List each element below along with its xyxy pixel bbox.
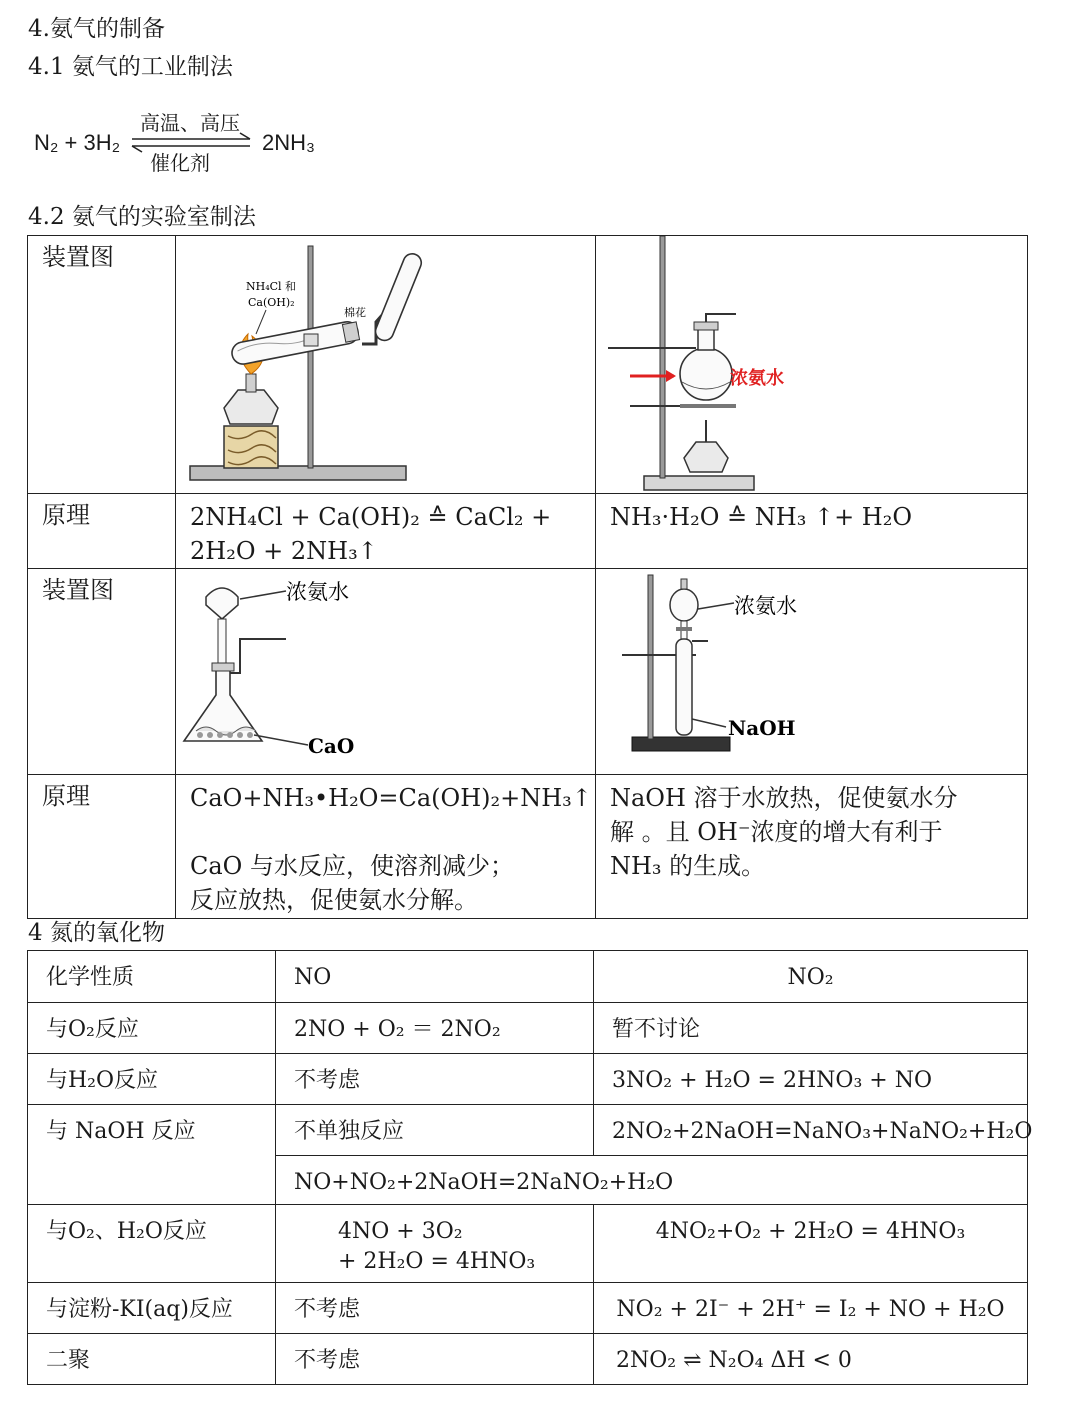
figure-cell-heated-ammonia (596, 236, 1028, 494)
naoh-tube-apparatus-icon (596, 569, 1026, 773)
heading-lab: 4.2 氨气的实验室制法 (28, 204, 256, 230)
principle-naoh-line3: NH₃ 的生成。 (610, 852, 766, 880)
no2-cell: NO₂ + 2I⁻ + 2H⁺ = I₂ + NO + H₂O (594, 1283, 1028, 1334)
no-cell: 不考虑 (276, 1334, 594, 1385)
no2-cell: 暂不讨论 (594, 1003, 1028, 1054)
row-label-principle-1: 原理 (28, 494, 176, 569)
row-label: 与O₂、H₂O反应 (28, 1205, 276, 1283)
table-row (28, 1054, 1028, 1105)
figure-cell-cao (176, 569, 596, 775)
table-row (28, 1105, 1028, 1156)
fig1-label-reagent-b: Ca(OH)₂ (248, 296, 295, 309)
no2-cell: 2NO₂+2NaOH=NaNO₃+NaNO₂+H₂O (594, 1105, 1028, 1156)
principle-solid-heating (176, 494, 596, 569)
principle-naoh-line2: 解 。且 OH⁻浓度的增大有利于 (610, 818, 943, 846)
principle-solid-line2: 2H₂O + 2NH₃↑ (190, 537, 378, 565)
header-no: NO (276, 951, 594, 1003)
no-cell: 不单独反应 (276, 1105, 594, 1156)
heading-industrial: 4.1 氨气的工业制法 (28, 54, 233, 80)
fig3-label-cao: CaO (308, 734, 355, 758)
fig4-label-conc-ammonia: 浓氨水 (734, 594, 797, 618)
header-property: 化学性质 (28, 951, 276, 1003)
principle-solid-line1: 2NH₄Cl + Ca(OH)₂ ≙ CaCl₂ + (190, 503, 552, 531)
principle-cao-line3: 反应放热，促使氨水分解。 (190, 886, 478, 914)
principle-heated-ammonia: NH₃·H₂O ≙ NH₃ ↑+ H₂O (596, 494, 1028, 569)
principle-cao (176, 775, 596, 919)
table-row (28, 1205, 1028, 1283)
row-label: 与H₂O反应 (28, 1054, 276, 1105)
no-cell-line1: 4NO + 3O₂ (338, 1219, 463, 1244)
fig4-label-naoh: NaOH (728, 716, 796, 740)
fig2-label-conc-ammonia: 浓氨水 (730, 368, 784, 389)
row-label-principle-2: 原理 (28, 775, 176, 919)
figure-cell-solid-heating (176, 236, 596, 494)
principle-naoh-line1: NaOH 溶于水放热，促使氨水分 (610, 784, 958, 812)
industrial-condition-top: 高温、高压 (140, 111, 240, 135)
header-no2: NO₂ (594, 951, 1028, 1003)
lab-prep-table (27, 235, 1028, 919)
cao-flask-apparatus-icon (176, 569, 594, 773)
no2-cell: 3NO₂ + H₂O = 2HNO₃ + NO (594, 1054, 1028, 1105)
principle-cao-eq: CaO+NH₃•H₂O=Ca(OH)₂+NH₃↑ (190, 784, 592, 812)
principle-cao-line2: CaO 与水反应，使溶剂减少； (190, 852, 514, 880)
fig3-label-conc-ammonia: 浓氨水 (286, 580, 349, 604)
row-label-apparatus-1: 装置图 (28, 236, 176, 494)
no-cell-line2: + 2H₂O = 4HNO₃ (338, 1249, 536, 1274)
heated-ammonia-apparatus-icon (596, 236, 1026, 492)
heading-ammonia-prep: 4.氨气的制备 (28, 16, 165, 42)
figure-cell-naoh (596, 569, 1028, 775)
industrial-condition-bottom: 催化剂 (150, 151, 210, 175)
row-label: 与O₂反应 (28, 1003, 276, 1054)
row-label: 与 NaOH 反应 (28, 1105, 276, 1205)
solid-heating-apparatus-icon (176, 236, 594, 492)
no2-cell: 4NO₂+O₂ + 2H₂O = 4HNO₃ (594, 1205, 1028, 1283)
industrial-product: 2NH₃ (262, 130, 315, 155)
table-row (28, 1283, 1028, 1334)
fig1-label-cotton: 棉花 (344, 306, 366, 319)
merged-cell: NO+NO₂+2NaOH=2NaNO₂+H₂O (276, 1156, 1028, 1205)
industrial-reactants: N₂ + 3H₂ (34, 130, 121, 155)
nitrogen-oxides-table (27, 950, 1033, 1385)
principle-naoh (596, 775, 1028, 919)
no-cell: 不考虑 (276, 1283, 594, 1334)
heading-nitrogen-oxides: 4 氮的氧化物 (28, 920, 165, 946)
no-cell: 2NO + O₂ ＝ 2NO₂ (276, 1003, 594, 1054)
fig1-label-reagent-a: NH₄Cl 和 (246, 280, 297, 293)
row-label: 与淀粉-KI(aq)反应 (28, 1283, 276, 1334)
row-label: 二聚 (28, 1334, 276, 1385)
no-cell: 不考虑 (276, 1054, 594, 1105)
table-row (28, 1003, 1028, 1054)
row-label-apparatus-2: 装置图 (28, 569, 176, 775)
table-row (28, 1334, 1028, 1385)
no-cell (276, 1205, 594, 1283)
no2-cell: 2NO₂ ⇌ N₂O₄ ΔH < 0 (594, 1334, 1028, 1385)
